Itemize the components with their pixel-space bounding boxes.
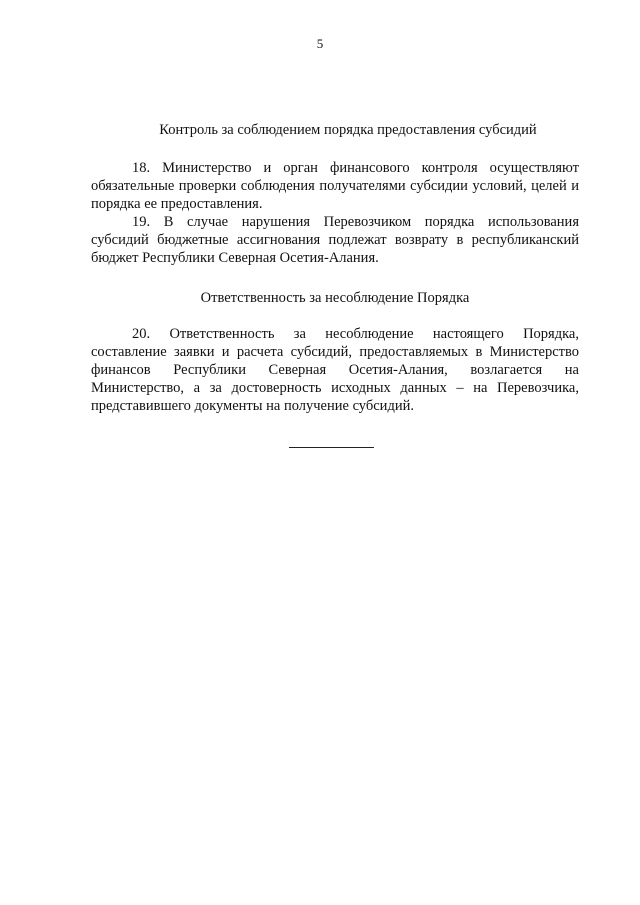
- paragraph-20: 20. Ответственность за несоблюдение настоящего Порядка, составление заявки и расчета субсидий, предоставляемых в Министерство финансов Республики Северная Осетия-Алания, возлагается на Министерство, а за достоверность исходных данных – на Перевозчика, представившего документы на получение субсидий.: [91, 326, 579, 414]
- section-heading-control: Контроль за соблюдением порядка предоставления субсидий: [159, 122, 537, 138]
- paragraph-18: 18. Министерство и орган финансового контроля осуществляют обязательные проверки соблюдения получателями субсидии условий, целей и порядка ее предоставления.: [91, 160, 579, 212]
- document-body: [91, 121, 579, 415]
- page-number: 5: [316, 36, 324, 51]
- end-divider: [289, 447, 374, 448]
- section-heading-responsibility: Ответственность за несоблюдение Порядка: [200, 290, 470, 306]
- paragraph-19: 19. В случае нарушения Перевозчиком порядка использования субсидий бюджетные ассигнования подлежат возврату в республиканский бюджет Республики Северная Осетия-Алания.: [91, 214, 579, 266]
